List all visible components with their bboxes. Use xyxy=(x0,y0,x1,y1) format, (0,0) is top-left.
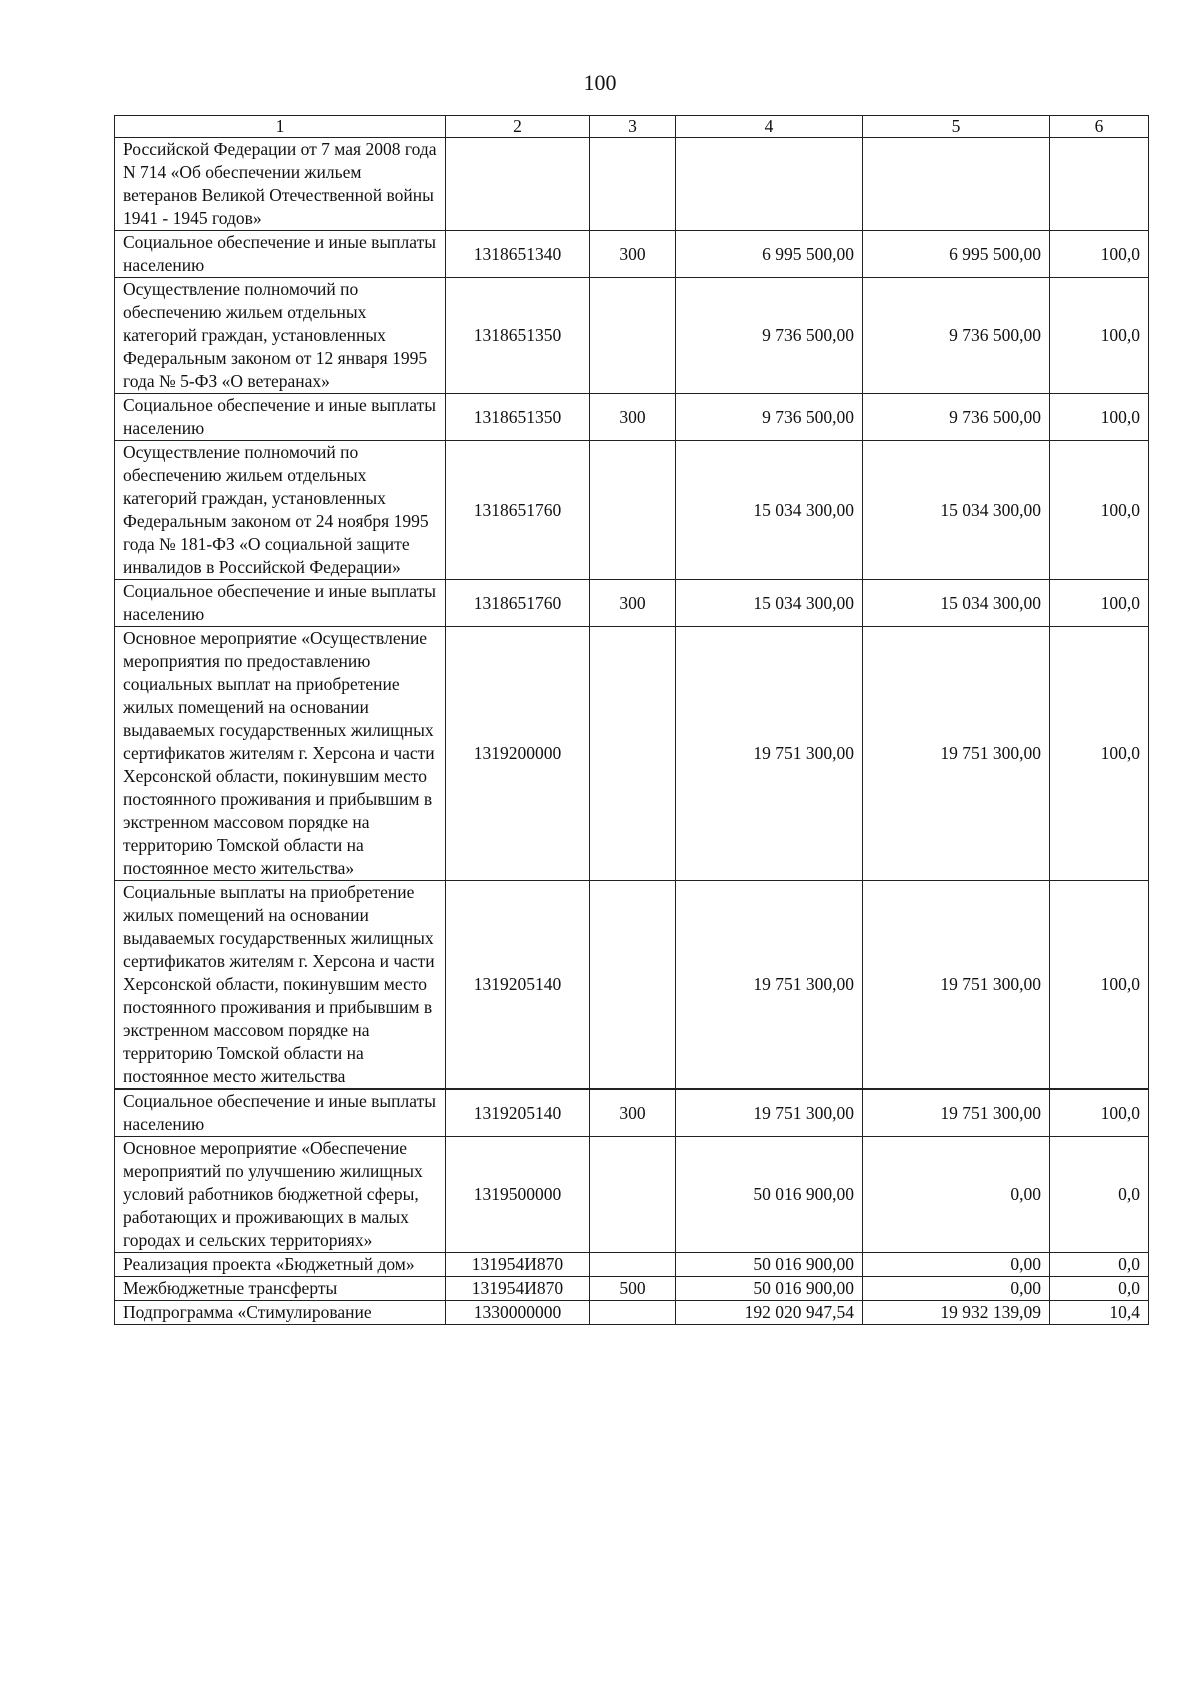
table-row xyxy=(115,394,1149,441)
row-type xyxy=(590,138,676,231)
row-percent: 100,0 xyxy=(1050,394,1149,441)
row-plan: 15 034 300,00 xyxy=(676,580,863,627)
row-code: 131954И870 xyxy=(446,1253,590,1277)
row-percent xyxy=(1050,138,1149,231)
row-code: 1330000000 xyxy=(446,1301,590,1325)
row-fact: 0,00 xyxy=(863,1277,1050,1301)
header-col-6: 6 xyxy=(1050,116,1149,138)
row-name: Подпрограмма «Стимулирование xyxy=(115,1301,446,1325)
row-plan: 192 020 947,54 xyxy=(676,1301,863,1325)
row-percent: 0,0 xyxy=(1050,1277,1149,1301)
header-row xyxy=(115,116,1149,138)
row-code: 1318651350 xyxy=(446,278,590,394)
row-type: 300 xyxy=(590,394,676,441)
row-name: Социальное обеспечение и иные выплаты населению xyxy=(115,580,446,627)
row-fact: 19 932 139,09 xyxy=(863,1301,1050,1325)
table-row xyxy=(115,627,1149,881)
row-percent: 100,0 xyxy=(1050,278,1149,394)
row-type: 500 xyxy=(590,1277,676,1301)
row-fact: 0,00 xyxy=(863,1253,1050,1277)
row-fact: 19 751 300,00 xyxy=(863,627,1050,881)
row-percent: 100,0 xyxy=(1050,580,1149,627)
table-row xyxy=(115,278,1149,394)
row-name: Социальное обеспечение и иные выплаты населению xyxy=(115,394,446,441)
table-row xyxy=(115,881,1149,1090)
row-percent: 100,0 xyxy=(1050,627,1149,881)
row-code: 1318651350 xyxy=(446,394,590,441)
row-type xyxy=(590,1301,676,1325)
row-percent: 0,0 xyxy=(1050,1137,1149,1253)
row-fact: 6 995 500,00 xyxy=(863,231,1050,278)
row-plan: 50 016 900,00 xyxy=(676,1277,863,1301)
row-plan: 50 016 900,00 xyxy=(676,1253,863,1277)
row-percent: 100,0 xyxy=(1050,1089,1149,1137)
row-code: 1318651760 xyxy=(446,441,590,580)
row-type: 300 xyxy=(590,231,676,278)
row-plan: 19 751 300,00 xyxy=(676,881,863,1090)
row-fact: 19 751 300,00 xyxy=(863,1089,1050,1137)
header-col-2: 2 xyxy=(446,116,590,138)
row-code: 1319500000 xyxy=(446,1137,590,1253)
row-code: 1319205140 xyxy=(446,881,590,1090)
table-row xyxy=(115,441,1149,580)
row-type: 300 xyxy=(590,1089,676,1137)
row-plan: 50 016 900,00 xyxy=(676,1137,863,1253)
header-col-3: 3 xyxy=(590,116,676,138)
budget-table xyxy=(114,115,1149,1325)
row-code xyxy=(446,138,590,231)
table-row xyxy=(115,138,1149,231)
row-fact: 0,00 xyxy=(863,1137,1050,1253)
row-plan: 19 751 300,00 xyxy=(676,1089,863,1137)
row-percent: 100,0 xyxy=(1050,441,1149,580)
row-code: 131954И870 xyxy=(446,1277,590,1301)
row-fact: 9 736 500,00 xyxy=(863,394,1050,441)
row-type xyxy=(590,278,676,394)
page-number: 100 xyxy=(583,70,617,95)
table-row xyxy=(115,231,1149,278)
table-row xyxy=(115,1089,1149,1137)
row-type xyxy=(590,881,676,1090)
header-col-4: 4 xyxy=(676,116,863,138)
row-plan: 9 736 500,00 xyxy=(676,278,863,394)
row-fact: 15 034 300,00 xyxy=(863,441,1050,580)
row-code: 1318651340 xyxy=(446,231,590,278)
row-fact: 15 034 300,00 xyxy=(863,580,1050,627)
row-type xyxy=(590,441,676,580)
row-type xyxy=(590,1137,676,1253)
row-name: Реализация проекта «Бюджетный дом» xyxy=(115,1253,446,1277)
row-code: 1319205140 xyxy=(446,1089,590,1137)
row-name: Основное мероприятие «Обеспечение мероприятий по улучшению жилищных условий работников бюджетной сферы, работающих и проживающих в малых городах и сельских территориях» xyxy=(115,1137,446,1253)
header-col-1: 1 xyxy=(115,116,446,138)
row-type xyxy=(590,1253,676,1277)
header-col-5: 5 xyxy=(863,116,1050,138)
row-plan xyxy=(676,138,863,231)
table-row xyxy=(115,1277,1149,1301)
row-name: Социальные выплаты на приобретение жилых помещений на основании выдаваемых государственных жилищных сертификатов жителям г. Херсона и части Херсонской области, покинувшим место постоянного проживания и прибывшим в экстренном массовом порядке на территорию Томской области на постоянное место жительства xyxy=(115,881,446,1090)
row-name: Социальное обеспечение и иные выплаты населению xyxy=(115,1089,446,1137)
row-code: 1319200000 xyxy=(446,627,590,881)
row-percent: 0,0 xyxy=(1050,1253,1149,1277)
row-name: Межбюджетные трансферты xyxy=(115,1277,446,1301)
table-row xyxy=(115,1301,1149,1325)
row-fact xyxy=(863,138,1050,231)
row-name: Осуществление полномочий по обеспечению жильем отдельных категорий граждан, установленных Федеральным законом от 24 ноября 1995 года № 181-ФЗ «О социальной защите инвалидов в Российской Федерации» xyxy=(115,441,446,580)
row-fact: 19 751 300,00 xyxy=(863,881,1050,1090)
row-fact: 9 736 500,00 xyxy=(863,278,1050,394)
row-name: Осуществление полномочий по обеспечению жильем отдельных категорий граждан, установленных Федеральным законом от 12 января 1995 года № 5-ФЗ «О ветеранах» xyxy=(115,278,446,394)
row-name: Российской Федерации от 7 мая 2008 года N 714 «Об обеспечении жильем ветеранов Великой Отечественной войны 1941 - 1945 годов» xyxy=(115,138,446,231)
row-type: 300 xyxy=(590,580,676,627)
row-code: 1318651760 xyxy=(446,580,590,627)
row-name: Социальное обеспечение и иные выплаты населению xyxy=(115,231,446,278)
row-percent: 100,0 xyxy=(1050,881,1149,1090)
row-plan: 6 995 500,00 xyxy=(676,231,863,278)
row-plan: 15 034 300,00 xyxy=(676,441,863,580)
table-row xyxy=(115,1253,1149,1277)
row-name: Основное мероприятие «Осуществление мероприятия по предоставлению социальных выплат на приобретение жилых помещений на основании выдаваемых государственных жилищных сертификатов жителям г. Херсона и части Херсонской области, покинувшим место постоянного проживания и прибывшим в экстренном массовом порядке на территорию Томской области на постоянное место жительства» xyxy=(115,627,446,881)
row-plan: 9 736 500,00 xyxy=(676,394,863,441)
table-row xyxy=(115,580,1149,627)
row-percent: 10,4 xyxy=(1050,1301,1149,1325)
row-percent: 100,0 xyxy=(1050,231,1149,278)
row-plan: 19 751 300,00 xyxy=(676,627,863,881)
table-row xyxy=(115,1137,1149,1253)
row-type xyxy=(590,627,676,881)
